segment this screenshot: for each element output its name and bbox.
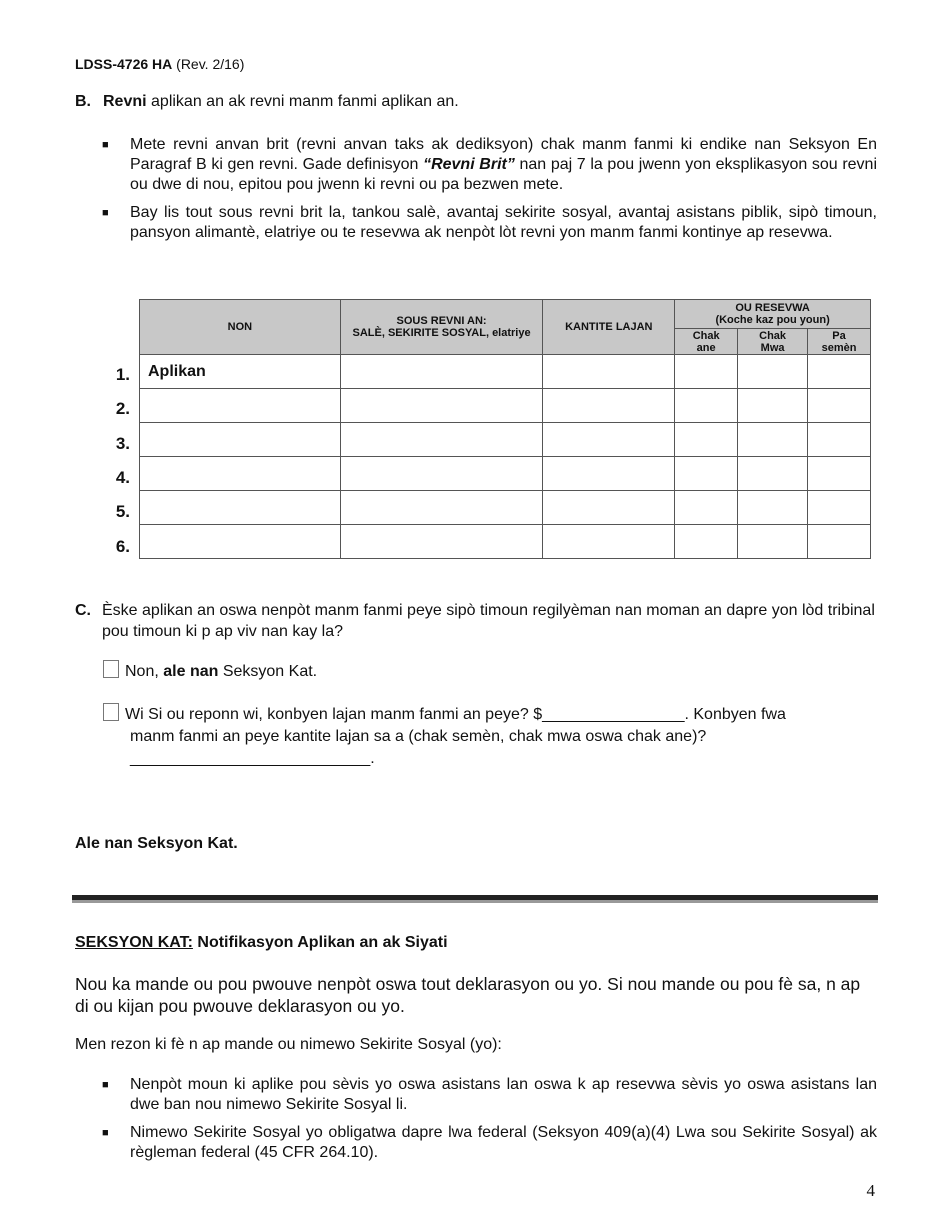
frequency-blank[interactable]: ___________________________. (130, 750, 375, 767)
name-cell[interactable] (140, 389, 341, 423)
monthly-checkbox[interactable] (738, 423, 808, 457)
section-c-question (75, 600, 875, 642)
amount-cell[interactable] (543, 389, 675, 423)
bullet-2-text: Bay lis tout sous revni brit la, tankou salè, avantaj sekirite sosyal, avantaj asistans piblik, sipò timoun, pansyon alimantè, elatriye ou te resevwa ak nenpòt lòt revni yon manm fanmi kontinye ap resevwa. (130, 204, 877, 241)
bullet-1-text-a: Mete revni anvan brit (revni anvan taks ak dediksyon) chak manm fanmi ki endike nan Seksyon En Paragraf B ki gen revni. Gade definisyon (130, 136, 877, 173)
table-row (140, 457, 871, 491)
income-table (139, 299, 871, 559)
source-cell[interactable] (340, 389, 543, 423)
amount-cell[interactable] (543, 423, 675, 457)
bullet-icon: ■ (102, 139, 109, 151)
weekly-checkbox[interactable] (808, 457, 871, 491)
row-number: 1. (115, 365, 130, 384)
table-row (140, 355, 871, 389)
name-cell[interactable] (140, 525, 341, 559)
row-number: 5. (115, 502, 130, 521)
revni-brit-term: “Revni Brit” (423, 156, 515, 173)
weekly-checkbox[interactable] (808, 525, 871, 559)
source-cell[interactable] (340, 457, 543, 491)
monthly-checkbox[interactable] (738, 491, 808, 525)
option-yes-line-2: manm fanmi an peye kantite lajan sa a (chak semèn, chak mwa oswa chak ane)? (130, 728, 707, 745)
option-yes-line-1: Wi Si ou reponn wi, konbyen lajan manm fanmi an peye? $________________. Konbyen fwa (125, 706, 786, 723)
option-no-text-c: Seksyon Kat. (218, 663, 318, 680)
name-cell[interactable] (140, 423, 341, 457)
ssn-bullet-1 (102, 1075, 877, 1115)
section-divider-shadow (72, 900, 878, 903)
bullet-icon: ■ (102, 1127, 109, 1139)
table-row (140, 389, 871, 423)
ssn-bullet-1-text: Nenpòt moun ki aplike pou sèvis yo oswa asistans lan oswa k ap resevwa sèvis yo oswa asistans lan dwe ban nou nimewo Sekirite Sosyal li. (130, 1076, 877, 1113)
col-received-line-1: OU RESEVWA (735, 302, 810, 314)
bullet-icon: ■ (102, 207, 109, 219)
col-header-amount: KANTITE LAJAN (543, 300, 675, 355)
weekly-checkbox[interactable] (808, 491, 871, 525)
col-header-received (675, 300, 871, 329)
section-b-title (75, 93, 459, 111)
section-b-bullet-2 (102, 203, 877, 243)
option-no-text-b: ale nan (163, 663, 219, 680)
section-kat-title (75, 934, 448, 952)
ssn-bullet-2 (102, 1123, 877, 1163)
source-cell[interactable] (340, 423, 543, 457)
source-cell[interactable] (340, 491, 543, 525)
row-number: 3. (115, 434, 130, 453)
yearly-checkbox[interactable] (675, 423, 738, 457)
col-received-line-2: (Koche kaz pou youn) (715, 314, 830, 326)
subcol-yearly-2: ane (696, 341, 716, 354)
ssn-bullet-2-text: Nimewo Sekirite Sosyal yo obligatwa dapre lwa federal (Seksyon 409(a)(4) Lwa sou Sekirite Sosyal) ak règleman federal (45 CFR 264.10). (130, 1124, 877, 1161)
name-cell[interactable] (140, 457, 341, 491)
no-checkbox[interactable] (103, 660, 119, 678)
weekly-checkbox[interactable] (808, 423, 871, 457)
section-kat-title-text: Notifikasyon Aplikan an ak Siyati (192, 934, 448, 951)
subcol-weekly-1: Pa (832, 329, 846, 342)
row-number: 4. (115, 468, 130, 487)
amount-cell[interactable] (543, 457, 675, 491)
form-id-header (75, 56, 244, 72)
weekly-checkbox[interactable] (808, 389, 871, 423)
form-id: LDSS-4726 HA (75, 56, 173, 72)
yearly-checkbox[interactable] (675, 355, 738, 389)
row-number: 6. (115, 537, 130, 556)
monthly-checkbox[interactable] (738, 355, 808, 389)
yes-checkbox[interactable] (103, 703, 119, 721)
amount-cell[interactable] (543, 491, 675, 525)
name-cell[interactable]: Aplikan (140, 355, 341, 389)
bullet-icon: ■ (102, 1079, 109, 1091)
page-number: 4 (866, 1181, 875, 1200)
subcol-weekly-2: semèn (821, 341, 857, 354)
subcol-monthly-2: Mwa (760, 341, 785, 354)
form-revision: (Rev. 2/16) (176, 56, 245, 72)
weekly-checkbox[interactable] (808, 355, 871, 389)
section-c-label: C. (75, 602, 91, 619)
row-number: 2. (115, 399, 130, 418)
monthly-checkbox[interactable] (738, 457, 808, 491)
section-kat-intro: Nou ka mande ou pou pwouve nenpòt oswa tout deklarasyon ou yo. Si nou mande ou pou fè sa, n ap di ou kijan pou pwouve deklarasyon ou yo. (75, 974, 861, 1016)
col-header-source (340, 300, 543, 355)
section-c-question-text: Èske aplikan an oswa nenpòt manm fanmi peye sipò timoun regilyèman nan moman an dapre yon lòd tribinal pou timoun ki p ap viv nan kay la? (102, 602, 875, 640)
name-cell[interactable] (140, 491, 341, 525)
subcol-yearly-1: Chak (692, 329, 720, 342)
yearly-checkbox[interactable] (675, 525, 738, 559)
option-no (103, 660, 317, 683)
source-cell[interactable] (340, 355, 543, 389)
section-kat-label: SEKSYON KAT: (75, 934, 193, 951)
subcol-monthly-1: Chak (759, 329, 787, 342)
goto-section-kat: Ale nan Seksyon Kat. (75, 835, 238, 852)
subcol-weekly (808, 329, 871, 355)
table-row (140, 491, 871, 525)
col-header-name: NON (140, 300, 341, 355)
monthly-checkbox[interactable] (738, 389, 808, 423)
col-source-line-1: SOUS REVNI AN: (396, 315, 487, 327)
subcol-monthly (738, 329, 808, 355)
yearly-checkbox[interactable] (675, 389, 738, 423)
option-yes (103, 703, 878, 770)
table-row (140, 525, 871, 559)
yearly-checkbox[interactable] (675, 457, 738, 491)
monthly-checkbox[interactable] (738, 525, 808, 559)
option-no-text-a: Non, (125, 663, 164, 680)
section-b-bullet-1 (102, 135, 877, 195)
table-row (140, 423, 871, 457)
subcol-yearly (675, 329, 738, 355)
col-source-line-2: SALÈ, SEKIRITE SOSYAL, elatriye (352, 327, 531, 339)
bullet-1-text-c: nan paj 7 la pou jwenn yon eksplikasyon sou revni ou dwe di nou, epitou pou jwenn ki revni ou pa bezwen mete. (130, 156, 877, 193)
section-b-title-bold: Revni (103, 93, 147, 110)
source-cell[interactable] (340, 525, 543, 559)
amount-cell[interactable] (543, 525, 675, 559)
ssn-reason-heading: Men rezon ki fè n ap mande ou nimewo Sekirite Sosyal (yo): (75, 1036, 502, 1053)
section-b-label: B. (75, 93, 91, 110)
section-b-title-rest: aplikan an ak revni manm fanmi aplikan an. (146, 93, 459, 110)
yearly-checkbox[interactable] (675, 491, 738, 525)
amount-cell[interactable] (543, 355, 675, 389)
